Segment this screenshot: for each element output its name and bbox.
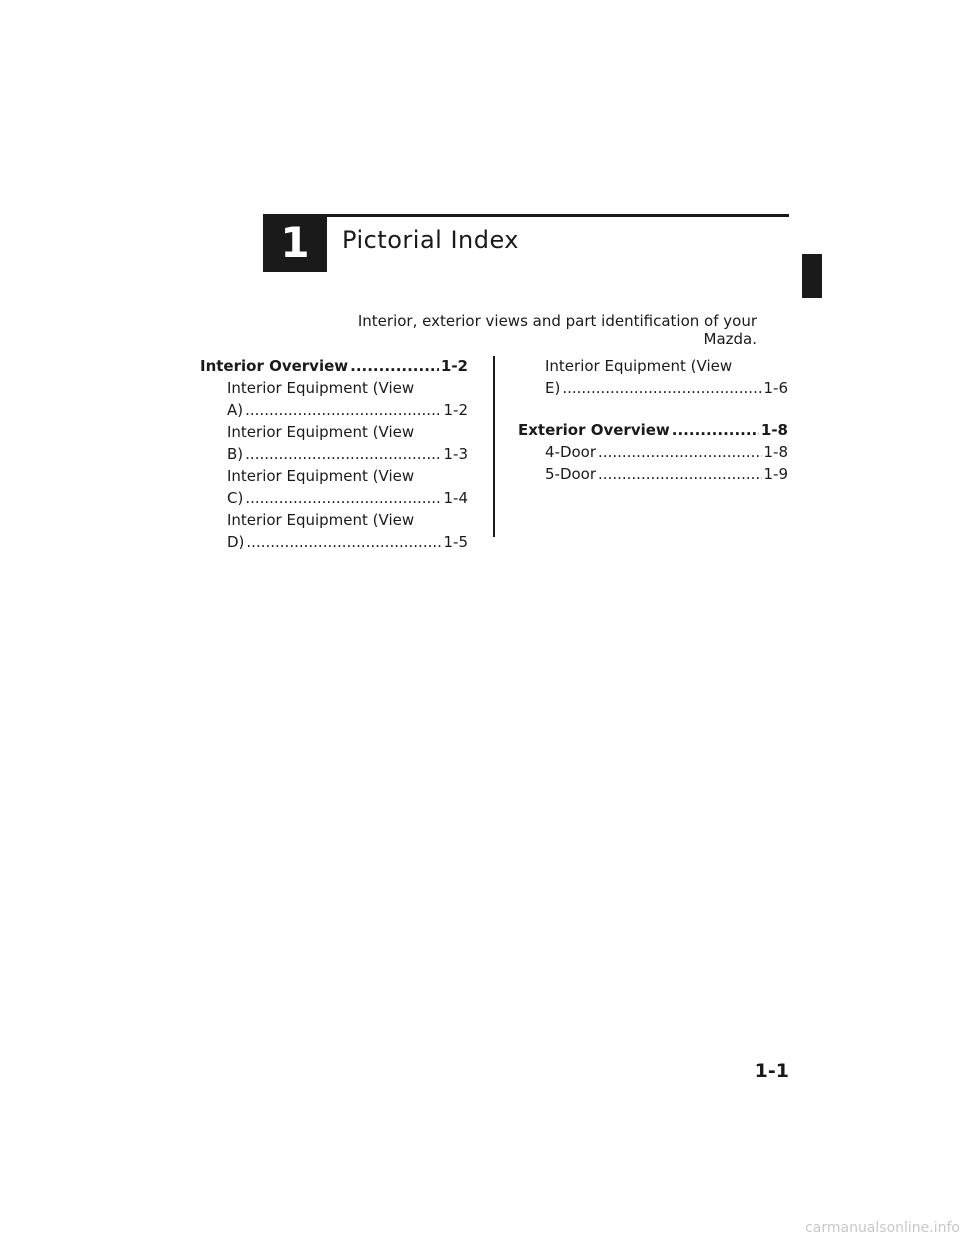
- chapter-title: Pictorial Index: [342, 226, 520, 254]
- toc-entry-page: 1-2: [443, 401, 468, 419]
- toc-entry-title: B): [227, 445, 244, 463]
- toc-sub-entry[interactable]: [227, 509, 468, 553]
- toc-gap: [518, 399, 788, 419]
- toc-right-column: [518, 355, 788, 485]
- toc-group-entry[interactable]: [200, 355, 468, 377]
- toc-group-entry[interactable]: [518, 419, 788, 441]
- toc-entry-title: Interior Overview: [200, 357, 349, 375]
- toc-entry-row: [200, 355, 468, 377]
- toc-leader-dots: [245, 487, 441, 509]
- toc-entry-page: 1-2: [440, 357, 468, 375]
- toc-entry-title: 5-Door: [545, 465, 597, 483]
- toc-entry-title-line: Interior Equipment (View: [545, 357, 733, 375]
- toc-entry-title: D): [227, 533, 245, 551]
- toc-sub-entry[interactable]: [227, 421, 468, 465]
- toc-leader-dots: [672, 419, 759, 441]
- toc-entry-page: 1-9: [763, 465, 788, 483]
- toc-entry-page: 1-8: [763, 443, 788, 461]
- toc-sub-entry[interactable]: [227, 377, 468, 421]
- toc-leader-dots: [245, 443, 441, 465]
- chapter-number: 1: [263, 214, 327, 272]
- toc-entry-row: [545, 377, 788, 399]
- toc-leader-dots: [562, 377, 761, 399]
- toc-leader-dots: [598, 463, 761, 485]
- toc-entry-page: 1-6: [763, 379, 788, 397]
- toc-entry-page: 1-8: [760, 421, 788, 439]
- toc-entry-row: [227, 531, 468, 553]
- toc-entry-title: E): [545, 379, 561, 397]
- toc-entry-title: C): [227, 489, 244, 507]
- toc-entry-title: Exterior Overview: [518, 421, 670, 439]
- toc-sub-entry[interactable]: [545, 355, 788, 399]
- toc-entry-row: [518, 419, 788, 441]
- toc-entry-title-line: Interior Equipment (View: [227, 467, 415, 485]
- chapter-header: [263, 214, 789, 272]
- toc-entry-page: 1-5: [443, 533, 468, 551]
- chapter-subtitle: Interior, exterior views and part identification of your Mazda.: [357, 312, 757, 348]
- toc-left-column: [200, 355, 468, 553]
- toc-entry-row: [545, 441, 788, 463]
- toc-leader-dots: [350, 355, 439, 377]
- column-divider: [493, 356, 495, 537]
- toc-entry-title-line: Interior Equipment (View: [227, 379, 415, 397]
- toc-leader-dots: [245, 399, 441, 421]
- page-number: 1-1: [754, 1060, 789, 1082]
- toc-entry-title: 4-Door: [545, 443, 597, 461]
- toc-leader-dots: [246, 531, 441, 553]
- toc-sub-entry[interactable]: [545, 441, 788, 463]
- toc-entry-row: [227, 399, 468, 421]
- toc-entry-title: A): [227, 401, 244, 419]
- watermark: carmanualsonline.info: [805, 1220, 960, 1236]
- toc-leader-dots: [598, 441, 761, 463]
- chapter-side-tab: [802, 254, 822, 298]
- toc-sub-entry[interactable]: [227, 465, 468, 509]
- chapter-rule: [263, 214, 789, 217]
- toc-entry-page: 1-3: [443, 445, 468, 463]
- toc-entry-row: [227, 443, 468, 465]
- toc-entry-page: 1-4: [443, 489, 468, 507]
- toc-entry-row: [545, 463, 788, 485]
- toc-entry-row: [227, 487, 468, 509]
- toc-entry-title-line: Interior Equipment (View: [227, 511, 415, 529]
- toc-entry-title-line: Interior Equipment (View: [227, 423, 415, 441]
- toc-sub-entry[interactable]: [545, 463, 788, 485]
